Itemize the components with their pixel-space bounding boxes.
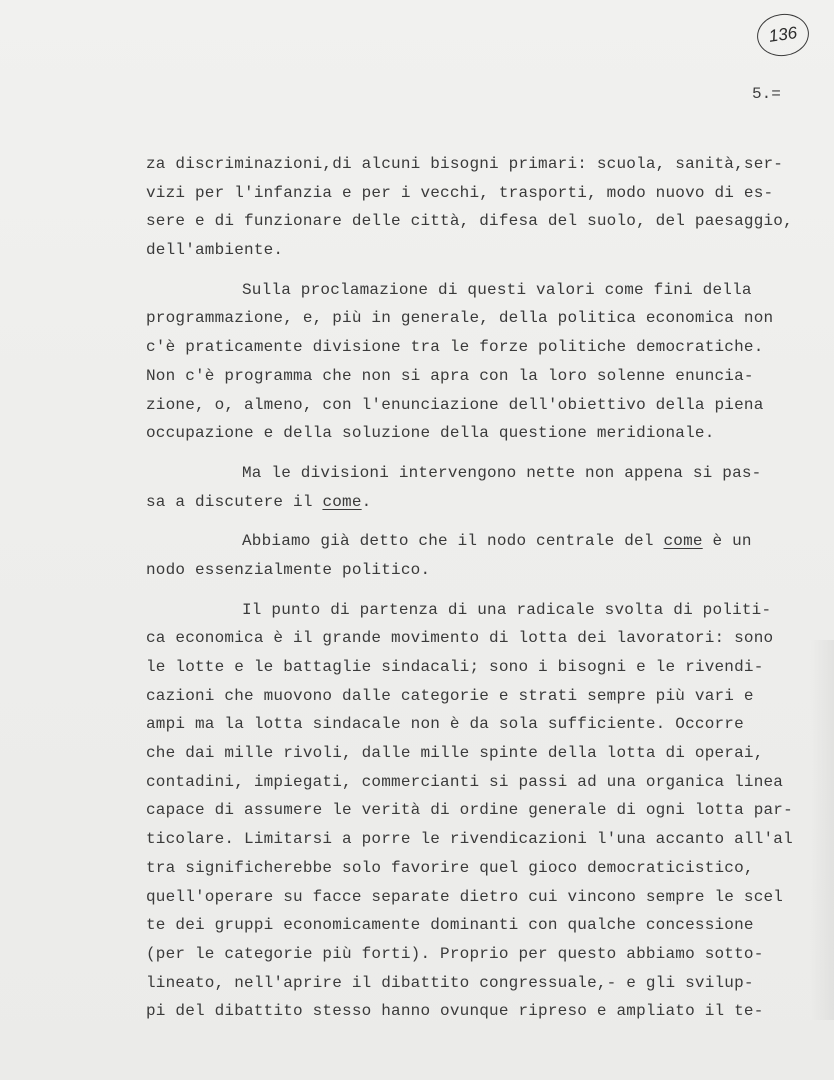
- paragraph: [146, 596, 806, 1026]
- paragraph-gap: [146, 516, 806, 527]
- text-line: (per le categorie più forti). Proprio per questo abbiamo sotto-: [146, 944, 764, 963]
- reverse-side-bleed-through: [40, 0, 800, 54]
- text-line: ampi ma la lotta sindacale non è da sola sufficiente. Occorre: [146, 715, 744, 734]
- paragraph-gap: [146, 265, 806, 276]
- text-line: contadini, impiegati, commercianti si passi ad una organica linea: [146, 772, 784, 791]
- text-line: zione, o, almeno, con l'enunciazione dell'obiettivo della piena: [146, 395, 764, 414]
- text-line: cazioni che muovono dalle categorie e strati sempre più vari e: [146, 686, 754, 705]
- text-line: che dai mille rivoli, dalle mille spinte della lotta di operai,: [146, 744, 764, 763]
- text-line: ticolare. Limitarsi a porre le rivendicazioni l'una accanto all'al: [146, 830, 793, 849]
- text-line: sa a discutere il come.: [146, 492, 372, 511]
- underlined-word: come: [322, 492, 362, 511]
- paragraph: [146, 150, 806, 265]
- text-line: ca economica è il grande movimento di lotta dei lavoratori: sono: [146, 629, 774, 648]
- text-line: Il punto di partenza di una radicale svolta di politi-: [242, 600, 772, 619]
- paragraph: [146, 459, 806, 516]
- text-line: Non c'è programma che non si apra con la loro solenne enuncia-: [146, 366, 754, 385]
- underlined-word: come: [663, 532, 703, 551]
- text-line: lineato, nell'aprire il dibattito congressuale,- e gli svilup-: [146, 973, 754, 992]
- text-line: za discriminazioni,di alcuni bisogni primari: scuola, sanità,ser-: [146, 155, 784, 173]
- text-line: nodo essenzialmente politico.: [146, 560, 431, 579]
- text-line: pi del dibattito stesso hanno ovunque ripreso e ampliato il te-: [146, 1002, 764, 1021]
- archive-number: 136: [767, 23, 799, 46]
- paragraph: [146, 276, 806, 448]
- typewritten-body: [146, 150, 806, 1026]
- text-line: sere e di funzionare delle città, difesa del suolo, del paesaggio,: [146, 212, 793, 231]
- text-line: c'è praticamente divisione tra le forze politiche democratiche.: [146, 338, 764, 357]
- paragraph: [146, 527, 806, 584]
- text-line: te dei gruppi economicamente dominanti con qualche concessione: [146, 916, 754, 935]
- text-line: vizi per l'infanzia e per i vecchi, trasporti, modo nuovo di es-: [146, 183, 774, 202]
- page-number: 5.=: [752, 85, 781, 103]
- text-line: tra significherebbe solo favorire quel gioco democraticistico,: [146, 858, 754, 877]
- page-edge-shadow: [810, 640, 834, 1020]
- text-line: occupazione e della soluzione della questione meridionale.: [146, 424, 715, 443]
- text-line: le lotte e le battaglie sindacali; sono i bisogni e le rivendi-: [146, 658, 764, 676]
- text-line: dell'ambiente.: [146, 241, 284, 260]
- text-line: capace di assumere le verità di ordine generale di ogni lotta par-: [146, 801, 793, 820]
- text-line: Abbiamo già detto che il nodo centrale del come è un: [242, 532, 752, 551]
- paragraph-gap: [146, 448, 806, 459]
- text-line: programmazione, e, più in generale, della politica economica non: [146, 309, 774, 328]
- paragraph-gap: [146, 585, 806, 596]
- text-line: Sulla proclamazione di questi valori come fini della: [242, 280, 752, 299]
- text-line: quell'operare su facce separate dietro cui vincono sempre le scel: [146, 887, 784, 906]
- text-line: Ma le divisioni intervengono nette non appena si pas-: [242, 463, 762, 482]
